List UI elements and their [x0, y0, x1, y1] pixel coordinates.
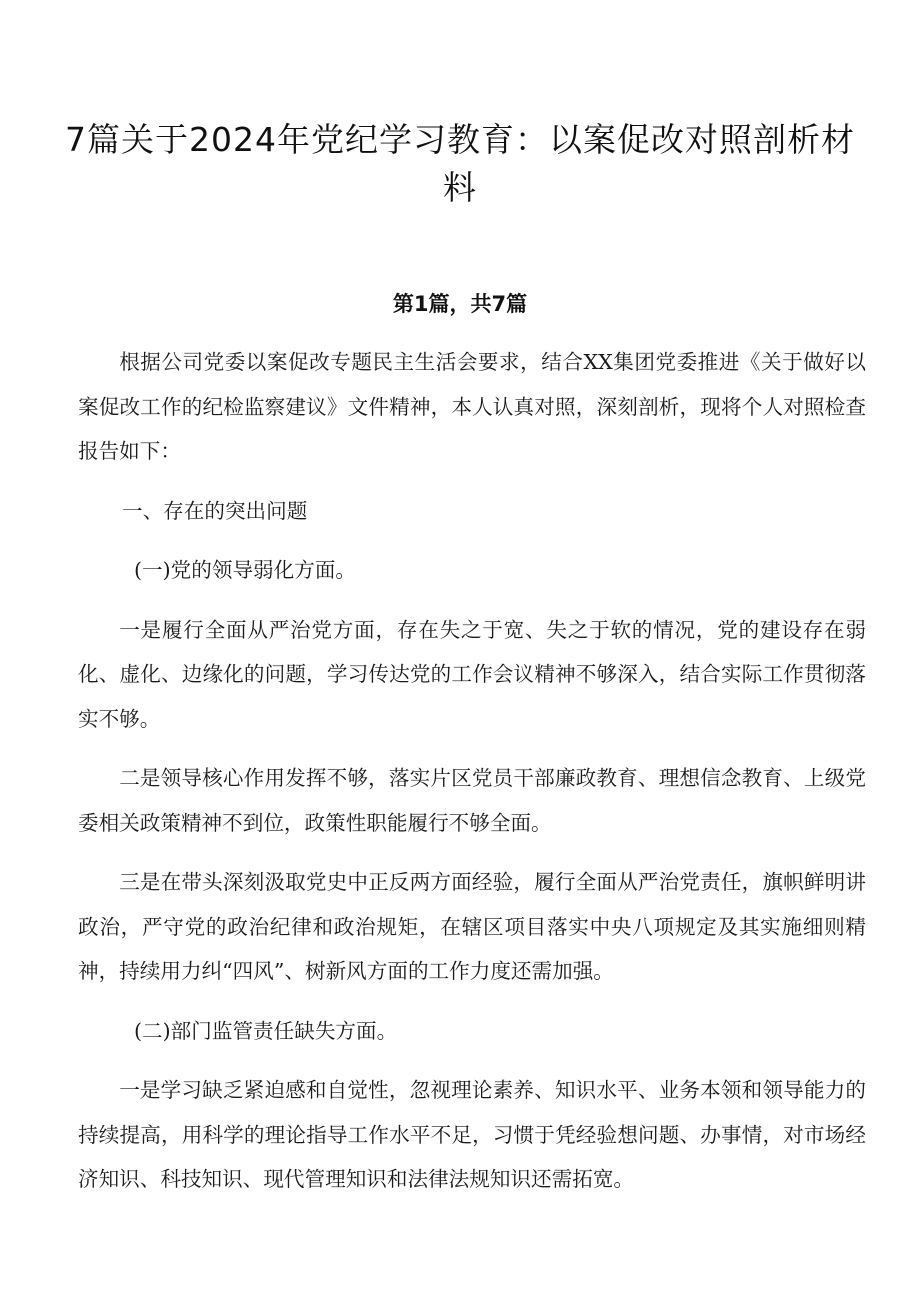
document-subtitle: 第1篇，共7篇 — [392, 292, 528, 316]
body-paragraph: 一是学习缺乏紧迫感和自觉性，忽视理论素养、知识水平、业务本领和领导能力的持续提高，用科学的理论指导工作水平不足，习惯于凭经验想问题、办事情，对市场经济知识、科技知识、现代管理知识和法律法规知识还需拓宽。 — [78, 1078, 866, 1191]
body-paragraph: 二是领导核心作用发挥不够，落实片区党员干部廉政教育、理想信念教育、上级党委相关政策精神不到位，政策性职能履行不够全面。 — [78, 766, 866, 835]
section-heading: 一、存在的突出问题 — [122, 498, 308, 523]
subsection-heading: (二)部门监管责任缺失方面。 — [134, 1018, 398, 1043]
body-paragraph: 一是履行全面从严治党方面，存在失之于宽、失之于软的情况，党的建设存在弱化、虚化、边缘化的问题，学习传达党的工作会议精神不够深入，结合实际工作贯彻落实不够。 — [78, 617, 866, 731]
body-paragraph: 三是在带头深刻汲取党史中正反两方面经验，履行全面从严治党责任，旗帜鲜明讲政治，严守党的政治纪律和政治规矩，在辖区项目落实中央八项规定及其实施细则精神，持续用力纠“四风”、树新风方面的工作力度还需加强。 — [78, 870, 866, 983]
document-body — [78, 340, 866, 1217]
document-title: 7篇关于2024年党纪学习教育：以案促改对照剖析材料 — [65, 120, 855, 207]
subsection-heading: (一)党的领导弱化方面。 — [134, 558, 357, 582]
intro-paragraph: 根据公司党委以案促改专题民主生活会要求，结合XX集团党委推进《关于做好以案促改工作的纪检监察建议》文件精神，本人认真对照，深刻剖析，现将个人对照检查报告如下： — [78, 350, 866, 463]
